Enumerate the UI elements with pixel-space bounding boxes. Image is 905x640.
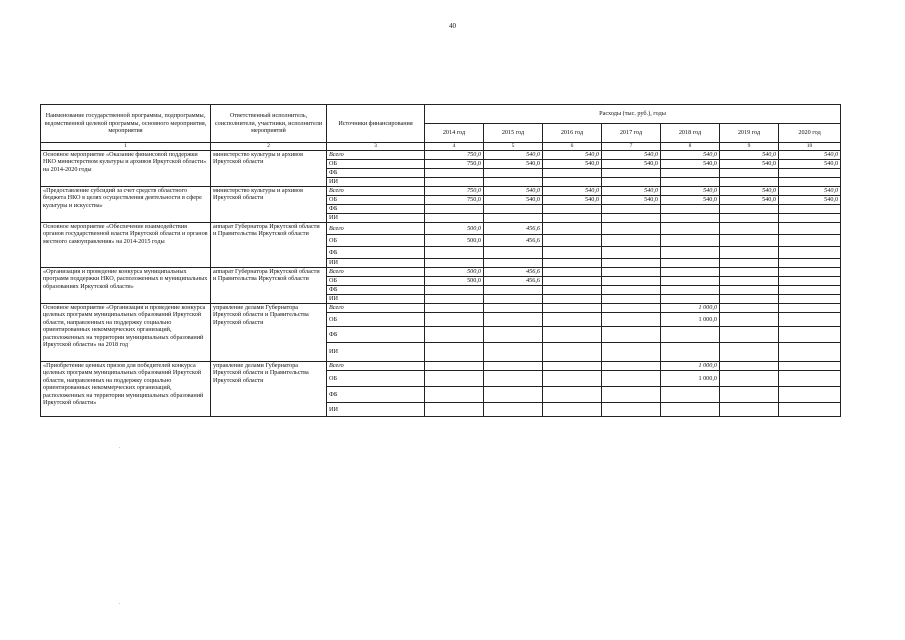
header-year: 2020 год (779, 124, 841, 143)
header-column-number: 6 (543, 143, 602, 151)
funding-source: ОБ (327, 196, 425, 205)
expense-value (425, 214, 484, 223)
expense-value (602, 371, 661, 387)
expense-value (720, 403, 779, 417)
expense-value (543, 313, 602, 327)
expense-value (720, 169, 779, 178)
expense-value (602, 247, 661, 259)
expense-value (779, 327, 841, 343)
funding-source: ИИ (327, 178, 425, 187)
expense-value (779, 178, 841, 187)
expense-value (602, 362, 661, 371)
expense-value (602, 387, 661, 403)
expense-value (779, 205, 841, 214)
expense-value (661, 343, 720, 362)
expense-value (661, 286, 720, 295)
expense-value (484, 205, 543, 214)
measure-name: «Организация и проведение конкурса муниципальных программ поддержки НКО, расположенных в муниципальных образованиях Иркутской области» (41, 268, 211, 304)
expense-value: 500,0 (425, 268, 484, 277)
measure-name: Основное мероприятие «Оказание финансовой поддержки НКО министерством культуры и архивов Иркутской области» на 2014-2020 годы (41, 151, 211, 187)
expense-value: 1 000,0 (661, 371, 720, 387)
funding-source: ИИ (327, 259, 425, 268)
header-column-number: 7 (602, 143, 661, 151)
expense-value (602, 403, 661, 417)
expense-value (425, 387, 484, 403)
expense-value (720, 268, 779, 277)
expense-value (484, 286, 543, 295)
expense-value (425, 343, 484, 362)
funding-source: ОБ (327, 160, 425, 169)
expense-value (602, 313, 661, 327)
expense-value (661, 169, 720, 178)
expense-value (484, 247, 543, 259)
funding-source: ФБ (327, 169, 425, 178)
expense-value (602, 277, 661, 286)
expense-value: 1 000,0 (661, 304, 720, 313)
expense-value (779, 362, 841, 371)
expense-value (779, 223, 841, 235)
header-year: 2015 год (484, 124, 543, 143)
table-row (41, 187, 841, 196)
expense-value (543, 214, 602, 223)
expense-value (661, 268, 720, 277)
expense-value: 540,0 (661, 151, 720, 160)
expense-value (779, 277, 841, 286)
expense-value (779, 268, 841, 277)
expense-value (484, 343, 543, 362)
expense-value (779, 259, 841, 268)
expense-value: 540,0 (779, 160, 841, 169)
expense-value: 540,0 (484, 160, 543, 169)
expense-value: 750,0 (425, 187, 484, 196)
expense-value: 540,0 (720, 151, 779, 160)
header-column-number: 8 (661, 143, 720, 151)
expense-value (661, 178, 720, 187)
expense-value (779, 286, 841, 295)
expense-value (602, 268, 661, 277)
expense-value (720, 327, 779, 343)
expense-value (779, 235, 841, 247)
expense-value (661, 387, 720, 403)
expense-value: 750,0 (425, 160, 484, 169)
funding-source: ОБ (327, 371, 425, 387)
expense-value (543, 362, 602, 371)
expense-value (720, 295, 779, 304)
expense-value (543, 235, 602, 247)
funding-source: ИИ (327, 295, 425, 304)
expense-value (425, 178, 484, 187)
expense-value (543, 178, 602, 187)
expense-value: 500,0 (425, 235, 484, 247)
expense-value (425, 259, 484, 268)
expense-value (720, 223, 779, 235)
expense-value (720, 259, 779, 268)
expense-value (602, 223, 661, 235)
expense-value (484, 304, 543, 313)
header-name: Наименование государственной программы, подпрограммы, ведомственной целевой программы, основного мероприятия, мероприятия (41, 105, 211, 143)
header-year: 2019 год (720, 124, 779, 143)
expense-value: 540,0 (602, 196, 661, 205)
expense-value (602, 178, 661, 187)
expense-value (779, 295, 841, 304)
expense-value (543, 327, 602, 343)
expense-value (543, 304, 602, 313)
expense-value (425, 286, 484, 295)
expense-value: 1 000,0 (661, 362, 720, 371)
expense-value (720, 205, 779, 214)
expense-value (425, 247, 484, 259)
header-year: 2016 год (543, 124, 602, 143)
expense-value (425, 205, 484, 214)
expense-value (720, 343, 779, 362)
expense-value: 540,0 (543, 160, 602, 169)
expense-value (484, 371, 543, 387)
expense-value (779, 313, 841, 327)
header-column-number: 9 (720, 143, 779, 151)
expense-value: 500,0 (425, 223, 484, 235)
responsible-executor: аппарат Губернатора Иркутской области и Правительства Иркутской области (211, 268, 327, 304)
funding-source: Всего (327, 151, 425, 160)
expense-value (484, 403, 543, 417)
header-column-number: 2 (211, 143, 327, 151)
funding-source: ИИ (327, 214, 425, 223)
expense-value (602, 343, 661, 362)
expense-value (602, 205, 661, 214)
expense-value (425, 169, 484, 178)
expense-value (602, 295, 661, 304)
responsible-executor: аппарат Губернатора Иркутской области и Правительства Иркутской области (211, 223, 327, 268)
expense-value (425, 295, 484, 304)
expense-value: 456,6 (484, 277, 543, 286)
table-row (41, 362, 841, 371)
expense-value (543, 205, 602, 214)
expense-value (543, 223, 602, 235)
expense-value: 540,0 (543, 196, 602, 205)
scan-mark: . (119, 444, 121, 450)
expense-value: 540,0 (779, 151, 841, 160)
funding-source: ФБ (327, 205, 425, 214)
expense-value: 540,0 (720, 187, 779, 196)
funding-source: Всего (327, 223, 425, 235)
expense-value (720, 178, 779, 187)
expense-value (543, 247, 602, 259)
expense-value (661, 223, 720, 235)
expense-value (720, 286, 779, 295)
header-column-number: 3 (327, 143, 425, 151)
header-expenses: Расходы (тыс. руб.), годы (425, 105, 841, 124)
expense-value (661, 259, 720, 268)
expense-value (484, 313, 543, 327)
expense-value (484, 169, 543, 178)
expense-value: 540,0 (661, 160, 720, 169)
expense-value (543, 169, 602, 178)
expense-value (425, 403, 484, 417)
expense-value (543, 387, 602, 403)
responsible-executor: управление делами Губернатора Иркутской области и Правительства Иркутской области (211, 304, 327, 362)
header-year: 2014 год (425, 124, 484, 143)
expense-value (779, 343, 841, 362)
expense-value (543, 259, 602, 268)
expense-value (484, 327, 543, 343)
expense-value (425, 327, 484, 343)
expense-value (720, 235, 779, 247)
expense-value (425, 371, 484, 387)
funding-source: ОБ (327, 277, 425, 286)
expense-value (661, 214, 720, 223)
table-row (41, 268, 841, 277)
measure-name: «Предоставление субсидий за счет средств областного бюджета НКО в целях осуществления деятельности в сфере культуры и искусства» (41, 187, 211, 223)
expense-value: 540,0 (779, 196, 841, 205)
expense-value (484, 362, 543, 371)
expense-value (720, 277, 779, 286)
header-year: 2017 год (602, 124, 661, 143)
expense-value (779, 387, 841, 403)
expense-value (543, 295, 602, 304)
header-responsible: Ответственный исполнитель, соисполнители, участники, исполнители мероприятий (211, 105, 327, 143)
expense-value (661, 295, 720, 304)
expense-value (720, 214, 779, 223)
expense-value (779, 247, 841, 259)
expense-value (602, 327, 661, 343)
expense-value (720, 313, 779, 327)
expense-value: 540,0 (484, 196, 543, 205)
expense-value: 500,0 (425, 277, 484, 286)
expense-value: 540,0 (720, 160, 779, 169)
expense-value: 540,0 (543, 187, 602, 196)
expense-value (720, 362, 779, 371)
expense-value: 540,0 (602, 151, 661, 160)
expense-value (543, 343, 602, 362)
measure-name: Основное мероприятие «Организация и проведение конкурса целевых программ муниципальных образований Иркутской области, направленных на поддержку социально ориентированных некоммерческих организаций, расположенных на территории муниципальных образований Иркутской области» на 2018 год (41, 304, 211, 362)
funding-source: ИИ (327, 343, 425, 362)
expense-value (720, 304, 779, 313)
funding-source: ОБ (327, 313, 425, 327)
funding-source: ИИ (327, 403, 425, 417)
expense-value (720, 371, 779, 387)
expense-value (602, 169, 661, 178)
responsible-executor: министерство культуры и архивов Иркутской области (211, 151, 327, 187)
expense-value (484, 295, 543, 304)
expense-value (661, 403, 720, 417)
expense-value: 540,0 (661, 196, 720, 205)
header-column-number: 1 (41, 143, 211, 151)
expense-value: 540,0 (779, 187, 841, 196)
expense-value (779, 169, 841, 178)
expense-value (779, 304, 841, 313)
responsible-executor: министерство культуры и архивов Иркутской области (211, 187, 327, 223)
funding-source: ФБ (327, 247, 425, 259)
expense-value (661, 327, 720, 343)
expense-value (661, 247, 720, 259)
expenditure-table (40, 104, 841, 417)
expense-value (779, 214, 841, 223)
expense-value (602, 304, 661, 313)
expense-value: 456,6 (484, 235, 543, 247)
header-source: Источники финансирования (327, 105, 425, 143)
expense-value: 456,6 (484, 223, 543, 235)
expense-value: 750,0 (425, 196, 484, 205)
expense-value: 1 000,0 (661, 313, 720, 327)
expense-value: 540,0 (484, 187, 543, 196)
header-column-number: 5 (484, 143, 543, 151)
funding-source: ОБ (327, 235, 425, 247)
funding-source: Всего (327, 304, 425, 313)
expense-value (484, 214, 543, 223)
header-column-number: 10 (779, 143, 841, 151)
expense-value (543, 268, 602, 277)
expense-value (484, 178, 543, 187)
funding-source: Всего (327, 268, 425, 277)
header-column-number: 4 (425, 143, 484, 151)
expense-value (661, 205, 720, 214)
table-row (41, 151, 841, 160)
expense-value: 540,0 (720, 196, 779, 205)
expense-value (779, 403, 841, 417)
expense-value (543, 286, 602, 295)
expense-value (720, 387, 779, 403)
expense-value (425, 304, 484, 313)
expense-value (720, 247, 779, 259)
header-year: 2018 год (661, 124, 720, 143)
expense-value (602, 286, 661, 295)
expense-value (543, 371, 602, 387)
responsible-executor: управление делами Губернатора Иркутской области и Правительства Иркутской области (211, 362, 327, 417)
measure-name: Основное мероприятие «Обеспечение взаимодействия органов государственной власти Иркутской области и органов местного самоуправления» на 2014-2015 годы (41, 223, 211, 268)
expense-value (543, 277, 602, 286)
expense-value (602, 235, 661, 247)
page-number: 40 (449, 22, 456, 30)
expense-value (425, 362, 484, 371)
measure-name: «Приобретение ценных призов для победителей конкурса целевых программ муниципальных образований Иркутской области, направленных на поддержку социально ориентированных некоммерческих организаций, расположенных на территории муниципальных образований Иркутской области» (41, 362, 211, 417)
expense-value: 540,0 (661, 187, 720, 196)
expense-value (661, 277, 720, 286)
expense-value (484, 387, 543, 403)
expense-value (425, 313, 484, 327)
expense-value: 540,0 (602, 160, 661, 169)
funding-source: ФБ (327, 387, 425, 403)
expense-value (602, 259, 661, 268)
expense-value: 540,0 (543, 151, 602, 160)
funding-source: Всего (327, 187, 425, 196)
expense-value: 456,6 (484, 268, 543, 277)
funding-source: Всего (327, 362, 425, 371)
table-row (41, 223, 841, 235)
scan-mark: . (119, 600, 121, 606)
expense-value: 540,0 (602, 187, 661, 196)
expense-value (779, 371, 841, 387)
expense-value: 750,0 (425, 151, 484, 160)
funding-source: ФБ (327, 327, 425, 343)
expense-value (543, 403, 602, 417)
expense-value: 540,0 (484, 151, 543, 160)
funding-source: ФБ (327, 286, 425, 295)
expense-value (484, 259, 543, 268)
expense-value (602, 214, 661, 223)
expense-value (661, 235, 720, 247)
table-row (41, 304, 841, 313)
